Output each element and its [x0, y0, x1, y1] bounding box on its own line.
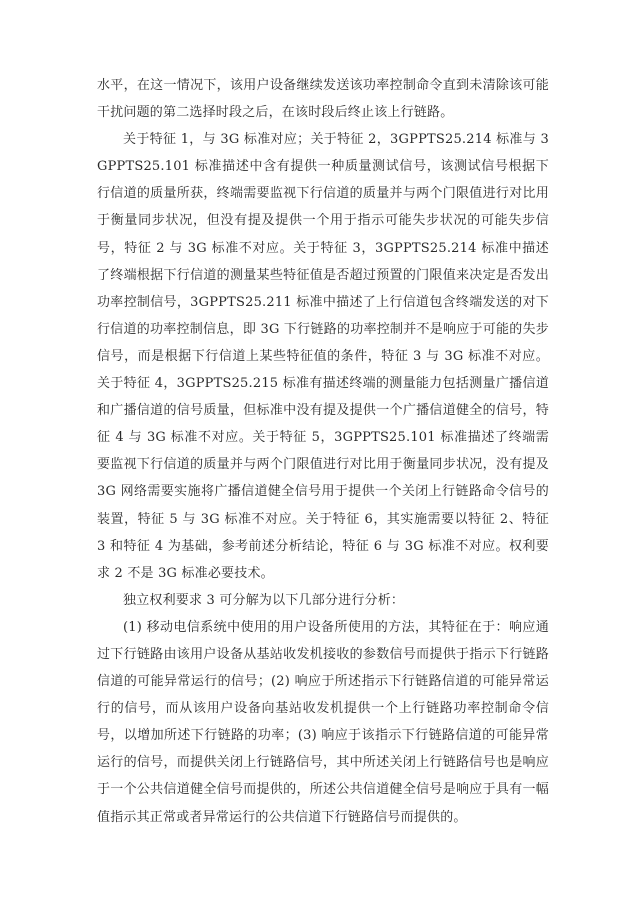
paragraph-feature-analysis: 关于特征 1，与 3G 标准对应；关于特征 2，3GPPTS25.214 标准与 3GPPTS25.101 标准描述中含有提供一种质量测试信号，该测试信号根据下行信道的质量所获，终端需要监视下行信道的质量并与两个门限值进行对比用于衡量同步状况，但没有提及提供一个用于指示可能失步状况的可能失步信号，特征 2 与 3G 标准不对应。关于特征 3，3GPPTS25.214 标准中描述了终端根据下行信道的测量某些特征值是否超过预置的门限值来决定是否发出功率控制信号，3GPPTS25.211 标准中描述了上行信道包含终端发送的对下行信道的功率控制信息，即 3G 下行链路的功率控制并不是响应于可能的失步信号，而是根据下行信道上某些特征值的条件，特征 3 与 3G 标准不对应。关于特征 4，3GPPTS25.215 标准有描述终端的测量能力包括测量广播信道和广播信道的信号质量，但标准中没有提及提供一个广播信道健全的信号，特征 4 与 3G 标准不对应。关于特征 5，3GPPTS25.101 标准描述了终端需要监视下行信道的质量并与两个门限值进行对比用于衡量同步状况，没有提及 3G 网络需要实施将广播信道健全信号用于提供一个关闭上行链路命令信号的装置，特征 5 与 3G 标准不对应。关于特征 6，其实施需要以特征 2、特征 3 和特征 4 为基础，参考前述分析结论，特征 6 与 3G 标准不对应。权利要求 2 不是 3G 标准必要技术。 [97, 132, 549, 581]
paragraph-claim3-parts: (1) 移动电信系统中使用的用户设备所使用的方法，其特征在于：响应通过下行链路由该用户设备从基站收发机接收的参数信号而提供于指示下行链路信道的可能异常运行的信号；(2) 响应于所述指示下行链路信道的可能异常运行的信号，而从该用户设备向基站收发机提供一个上行链路功率控制命令信号，以增加所述下行链路的功率；(3) 响应于该指示下行链路信道的可能异常运行的信号，而提供关闭上行链路信号，其中所述关闭上行链路信号也是响应于一个公共信道健全信号而提供的，所述公共信道健全信号是响应于具有一幅值指示其正常或者异常运行的公共信道下行链路信号而提供的。 [97, 619, 549, 825]
paragraph-claim3-intro: 独立权利要求 3 可分解为以下几部分进行分析： [123, 592, 405, 608]
paragraph-continuation: 水平，在这一情况下，该用户设备继续发送该功率控制命令直到未清除该可能干扰问题的第二选择时段之后，在该时段后终止该上行链路。 [97, 78, 549, 121]
document-body [97, 72, 549, 831]
